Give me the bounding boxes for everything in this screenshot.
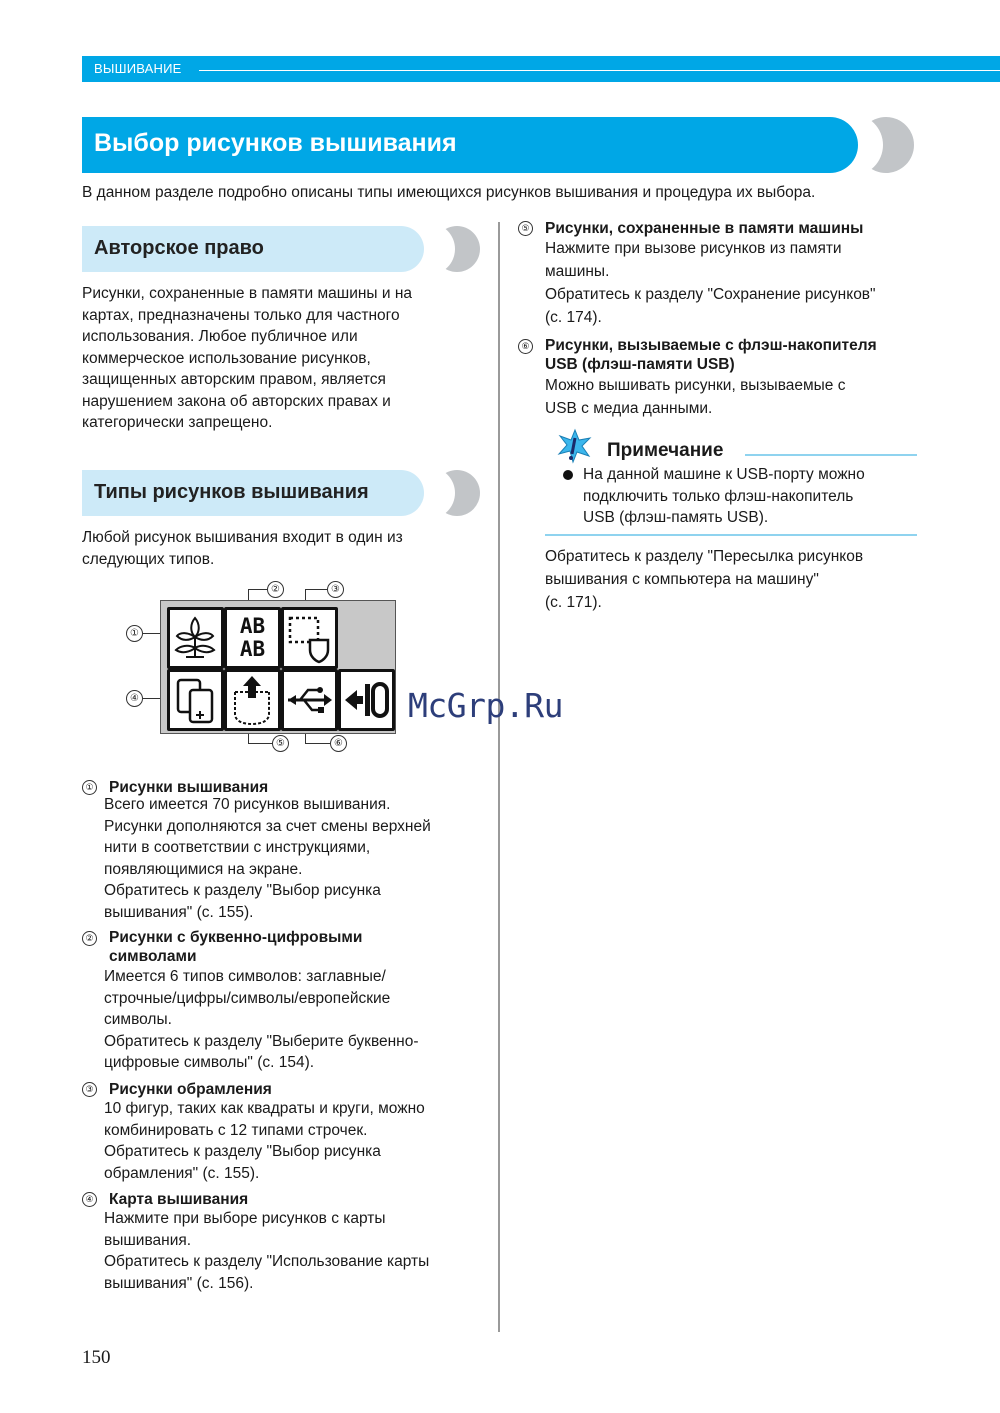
item-body [545,237,876,329]
item-number: ② [82,931,97,946]
alphanumeric-key[interactable]: AB AB [224,607,281,669]
item-title: Карта вышивания [109,1191,249,1208]
copyright-heading-text: Авторское право [94,237,264,259]
item-number: ③ [82,1082,97,1097]
copyright-paragraph [82,283,412,434]
text-line: Рисунки дополняются за счет смены верхней [104,817,431,835]
page-title: Выбор рисунков вышивания [94,129,457,157]
card-icon [170,672,221,728]
section-bar [82,56,1000,82]
intro-text: В данном разделе подробно описаны типы имеющихся рисунков вышивания и процедура их выбора. [82,184,816,201]
usb-icon [284,672,335,728]
text-line: Нажмите при выборе рисунков с карты [104,1210,386,1227]
item-number: ⑥ [518,339,533,354]
text-line: вышивания с компьютера на машину" [545,571,819,588]
frame-icon [284,610,335,666]
text-line: 10 фигур, таких как квадраты и круги, можно [104,1100,425,1117]
flower-icon [170,610,221,666]
item-title: Рисунки обрамления [109,1081,272,1098]
text-line: Обратитесь к разделу "Выбор рисунка [104,882,381,899]
item-number: ④ [82,1192,97,1207]
item-body [104,794,431,923]
watermark: McGrp.Ru [408,686,563,725]
text-line: защищенных авторским правом, является [82,371,386,388]
text-line: подключить только флэш-накопитель [583,487,854,505]
text-line: Всего имеется 70 рисунков вышивания. [104,796,391,813]
text-line: Обратитесь к разделу "Выбор рисунка [104,1143,381,1160]
text-line: категорически запрещено. [82,414,273,431]
text-line: Обратитесь к разделу "Выберите буквенно- [104,1032,419,1050]
text-line: Обратитесь к разделу "Использование карты [104,1253,430,1270]
lcd-diagram [110,578,410,758]
text-line: Обратитесь к разделу "Пересылка рисунков [545,548,864,565]
item-number: ① [82,780,97,795]
frame-patterns-key[interactable] [281,607,338,669]
text-line: использования. Любое публичное или [82,328,358,345]
text-line: коммерческое использование рисунков, [82,349,371,367]
item-body [545,374,845,420]
section-label: ВЫШИВАНИЕ [94,61,182,76]
text-line: Можно вышивать рисунки, вызываемые с [545,377,846,394]
text-line: строчные/цифры/символы/европейские [104,989,391,1007]
text-line: USB (флэш-память USB). [583,509,769,526]
text-line: комбинировать с 12 типами строчек. [104,1121,368,1139]
item-body [104,1098,425,1184]
text-line: вышивания" (с. 155). [104,903,254,921]
exit-key[interactable] [338,669,395,731]
section-rule [199,70,1000,71]
text-line: вышивания" (с. 156). [104,1274,254,1292]
item-body [104,966,419,1074]
lcd-screen [160,600,396,734]
note-box [545,430,917,538]
note-title: Примечание [607,440,724,461]
page-number: 150 [82,1347,111,1368]
text-line: (с. 174). [545,309,602,326]
embroidery-patterns-key[interactable] [167,607,224,669]
marker-3: ③ [327,581,344,598]
text-line: USB с медиа данными. [545,400,713,417]
text-line: Нажмите при вызове рисунков из памяти [545,240,842,257]
item-title: Рисунки, сохраненные в памяти машины [545,220,864,237]
marker-2: ② [267,581,284,598]
marker-4: ④ [126,690,143,707]
after-note-paragraph [545,545,863,614]
marker-5: ⑤ [272,735,289,752]
text-line: цифровые символы" (с. 154). [104,1054,315,1071]
text-line: обрамления" (с. 155). [104,1164,260,1182]
machine-memory-key[interactable] [224,669,281,731]
text-line: символы. [104,1011,172,1028]
item-title: Рисунки вышивания [109,779,269,796]
bullet-icon [563,470,573,480]
copyright-heading [82,226,480,272]
types-heading [82,470,480,516]
text-line: вышивания. [104,1231,192,1249]
text-line: (с. 171). [545,594,602,611]
text-line: Обратитесь к разделу "Сохранение рисунков" [545,286,876,303]
main-heading [82,117,914,173]
note-text [583,464,865,529]
exit-icon [341,672,392,728]
types-heading-text: Типы рисунков вышивания [94,481,369,503]
usb-key[interactable] [281,669,338,731]
note-icon [555,428,595,464]
types-paragraph [82,527,403,570]
marker-1: ① [126,625,143,642]
column-divider [498,222,500,1332]
item-title: Рисунки, вызываемые с флэш-накопителя USB (флэш-памяти USB) [545,337,877,373]
text-line: следующих типов. [82,550,215,568]
text-line: Имеется 6 типов символов: заглавные/ [104,968,386,985]
text-line: появляющимися на экране. [104,860,303,878]
text-line: нарушением закона об авторских правах и [82,392,391,410]
item-body [104,1208,429,1294]
item-title: Рисунки с буквенно-цифровыми символами [109,929,363,965]
text-line: Любой рисунок вышивания входит в один из [82,529,403,546]
marker-6: ⑥ [330,735,347,752]
alphabet-icon: AB [239,614,266,638]
memory-pocket-icon [227,672,278,728]
text-line: машины. [545,263,610,280]
text-line: нити в соответствии с инструкциями, [104,839,371,856]
text-line: На данной машине к USB-порту можно [583,466,865,483]
text-line: Рисунки, сохраненные в памяти машины и на [82,285,413,302]
embroidery-card-key[interactable] [167,669,224,731]
item-number: ⑤ [518,221,533,236]
text-line: картах, предназначены только для частного [82,306,400,324]
